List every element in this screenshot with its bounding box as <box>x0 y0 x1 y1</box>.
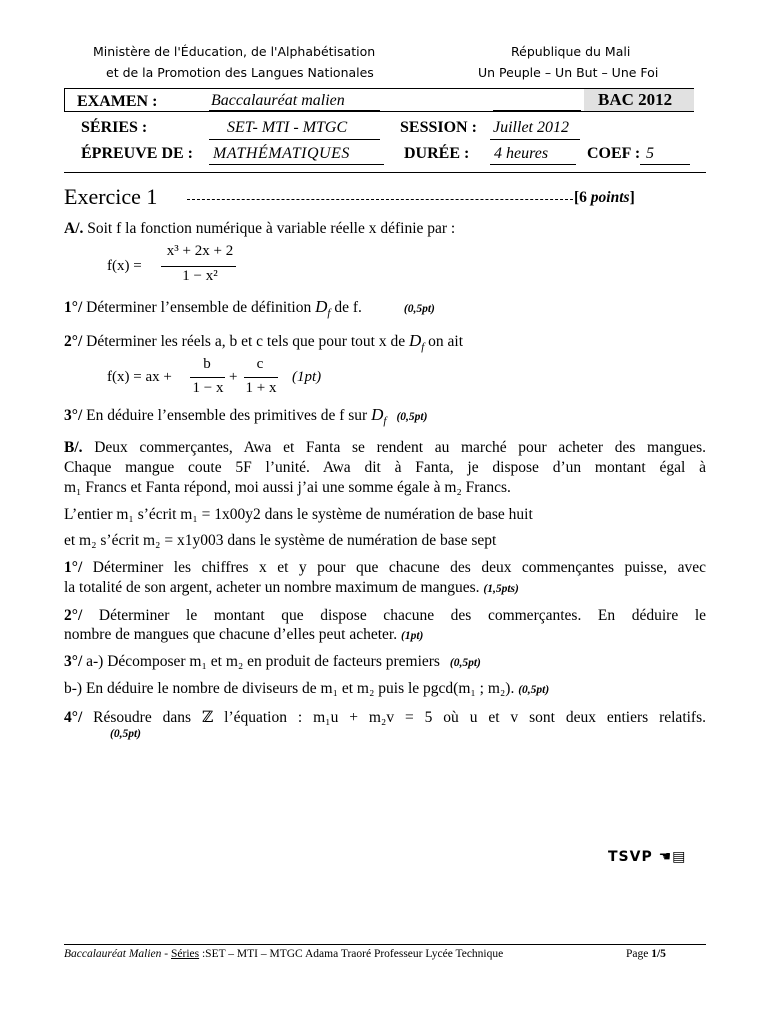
duree-label: DURÉE : <box>404 145 470 162</box>
footer-page: Page 1/5 <box>626 948 666 960</box>
part-b-line-4: L’entier m₁ s’écrit m₁ = 1x00y2 dans le système de numération de base huit <box>64 506 533 523</box>
f2-bar-2 <box>244 377 278 378</box>
a-question-3: 3°/ En déduire l’ensemble des primitives de f sur $D_f$ (0,5pt) <box>64 405 428 428</box>
title-leader <box>187 199 573 200</box>
f2-lhs: f(x) = ax + <box>107 369 172 385</box>
b-question-2-line-2: nombre de mangues que chacune d’elles peut acheter. (1pt) <box>64 626 424 643</box>
exercise-title: Exercice 1 <box>64 184 158 209</box>
f2-plus: + <box>229 369 238 385</box>
country-name: République du Mali <box>511 44 631 59</box>
f-denominator: 1 − x² <box>182 268 218 284</box>
duree-value: 4 heures <box>494 145 549 162</box>
b-question-4: 4°/ Résoudre dans ℤ l’équation : m₁u + m₂v = 5 où u et v sont deux entiers relatifs. <box>64 709 706 726</box>
tsvp-marker: TSVP ☚▤ <box>608 849 687 865</box>
f-numerator: x³ + 2x + 2 <box>166 243 234 259</box>
exercise-points: [6 points] <box>574 189 635 206</box>
f2-den-1: 1 − x <box>192 380 224 396</box>
session-value: Juillet 2012 <box>493 119 569 136</box>
series-value: SET- MTI - MTGC <box>227 119 348 136</box>
b-question-1-line-2: la totalité de son argent, acheter un nombre maximum de mangues. (1,5pts) <box>64 579 519 596</box>
b-question-3a: 3°/ a-) Décomposer m₁ et m₂ en produit de facteurs premiers (0,5pt) <box>64 653 481 670</box>
examen-value: Baccalauréat malien <box>211 92 345 109</box>
a-question-1: 1°/ Déterminer l’ensemble de définition $D_f$ de f. (0,5pt) <box>64 297 435 320</box>
bac-badge: BAC 2012 <box>598 90 673 109</box>
b-question-3b: b-) En déduire le nombre de diviseurs de m₁ et m₂ puis le pgcd(m₁ ; m₂). (0,5pt) <box>64 680 550 697</box>
series-label: SÉRIES : <box>81 119 148 136</box>
part-a-intro: A/. Soit f la fonction numérique à variable réelle x définie par : <box>64 220 456 237</box>
b-question-1-line-1: 1°/ Déterminer les chiffres x et y pour que chacune des deux commençantes puisse, avec <box>64 559 706 576</box>
f2-den-2: 1 + x <box>245 380 277 396</box>
footer-rule <box>64 944 706 945</box>
a-question-2: 2°/ Déterminer les réels a, b et c tels que pour tout x de $D_f$ on ait <box>64 331 464 354</box>
f-fraction-bar <box>161 266 236 267</box>
ministry-line-2: et de la Promotion des Langues Nationales <box>106 65 374 80</box>
f2-points: (1pt) <box>292 369 322 385</box>
part-b-line-2: Chaque mangue coute 5F l’unité. Awa dit à Fanta, je dispose d’un montant égal à <box>64 459 706 476</box>
epreuve-value: MATHÉMATIQUES <box>213 145 350 162</box>
part-b-line-1: B/. Deux commerçantes, Awa et Fanta se rendent au marché pour acheter des mangues. <box>64 439 706 456</box>
b-question-4-points: (0,5pt) <box>110 728 141 740</box>
country-motto: Un Peuple – Un But – Une Foi <box>478 65 659 80</box>
ministry-line-1: Ministère de l'Éducation, de l'Alphabétisation <box>93 44 376 59</box>
session-label: SESSION : <box>400 119 477 136</box>
f-lhs: f(x) = <box>107 258 142 274</box>
part-b-line-5: et m₂ s’écrit m₂ = x1y003 dans le système de numération de base sept <box>64 532 497 549</box>
header-separator <box>64 172 706 173</box>
examen-label: EXAMEN : <box>77 93 158 110</box>
footer-left: Baccalauréat Malien - Séries :SET – MTI – MTGC Adama Traoré Professeur Lycée Technique <box>64 948 504 960</box>
epreuve-label: ÉPREUVE DE : <box>81 145 194 162</box>
f2-c: c <box>256 356 264 372</box>
f2-b: b <box>203 356 211 372</box>
coef-value: 5 <box>646 145 654 162</box>
b-question-2-line-1: 2°/ Déterminer le montant que dispose chacune des commerçantes. En déduire le <box>64 607 707 624</box>
coef-label: COEF : <box>587 145 641 162</box>
f2-bar-1 <box>190 377 225 378</box>
part-b-line-3: m₁ Francs et Fanta répond, moi aussi j’ai une somme égale à m₂ Francs. <box>64 479 511 496</box>
